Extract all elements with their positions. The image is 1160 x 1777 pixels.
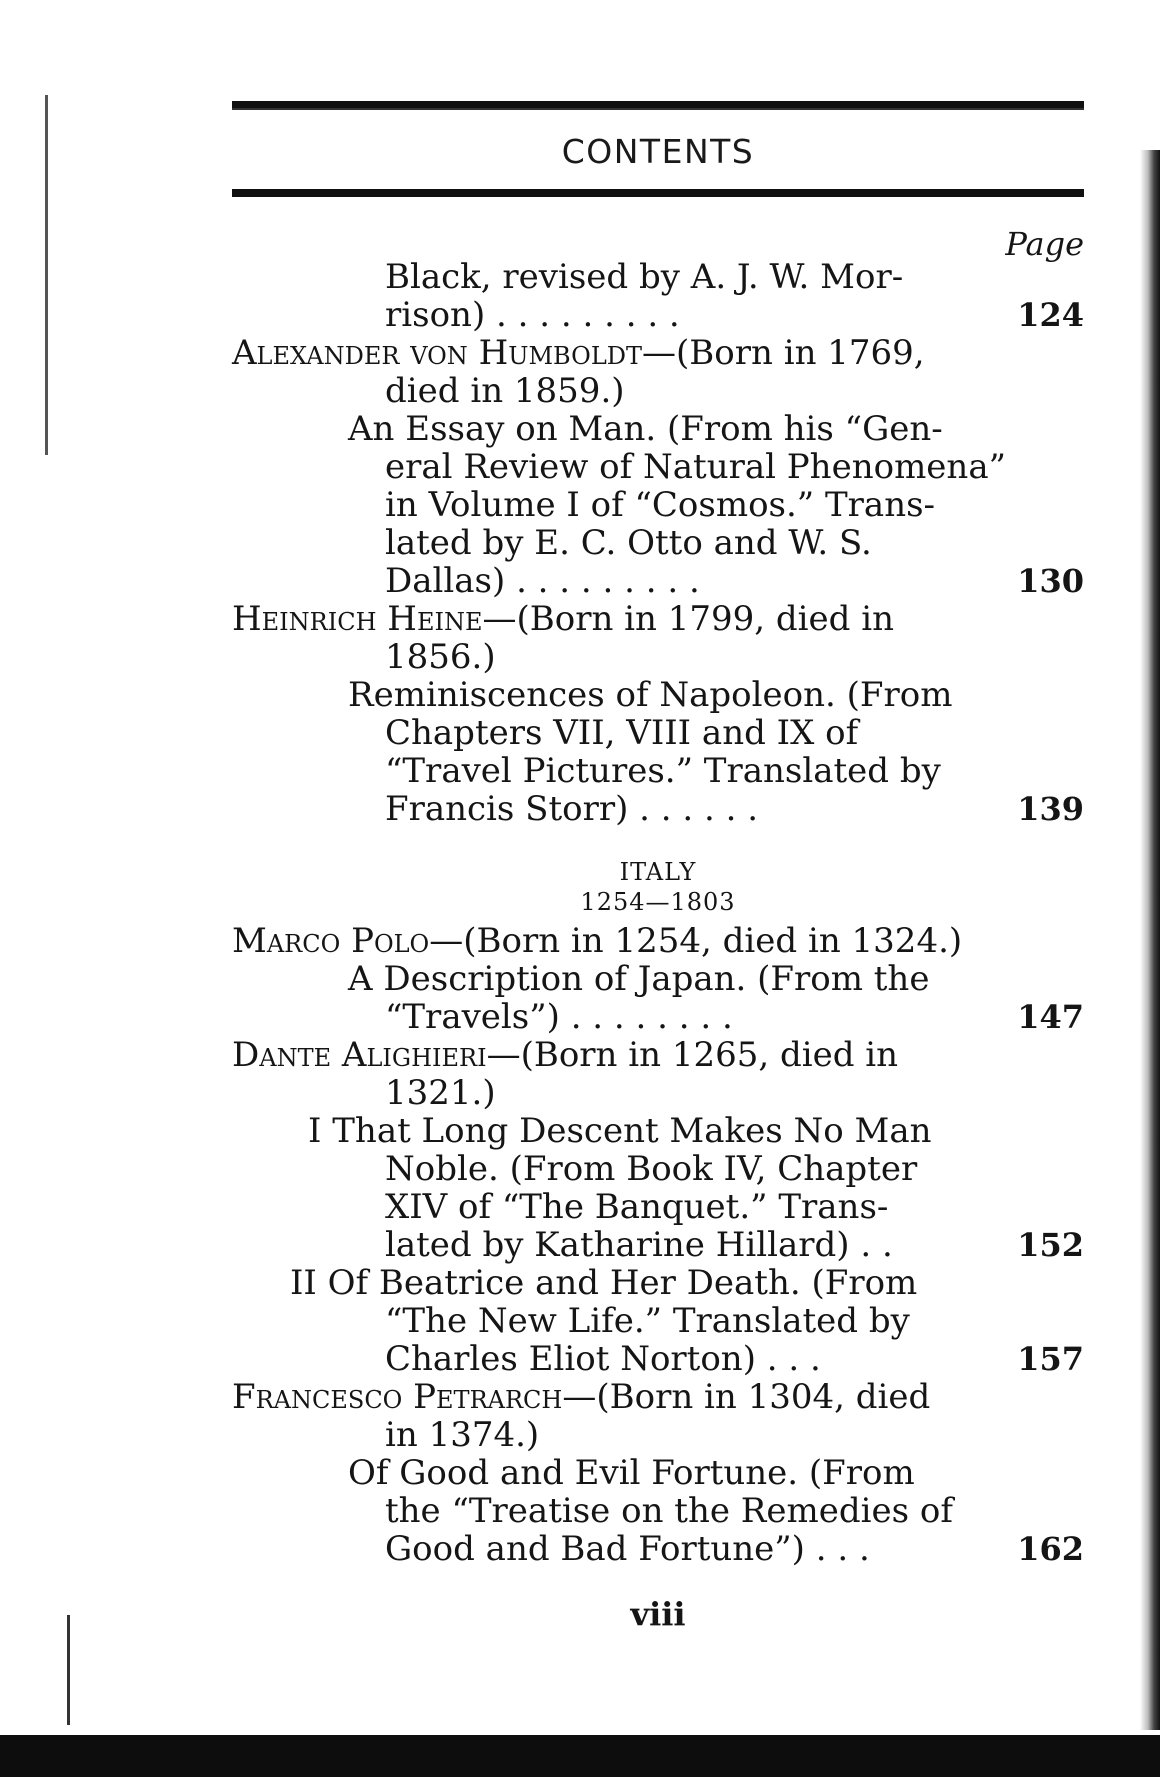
page-number: 147 — [1017, 998, 1084, 1036]
toc-line: Charles Eliot Norton) . . . — [385, 1339, 821, 1379]
page-number: 162 — [1017, 1530, 1084, 1568]
section-heading: ITALY — [619, 858, 697, 886]
scan-edge-right — [1140, 150, 1160, 1730]
author-name: Heinrich Heine — [232, 599, 483, 639]
toc-line: “The New Life.” Translated by — [385, 1301, 910, 1341]
scan-edge-left-lower — [67, 1615, 70, 1725]
toc-line: Chapters VII, VIII and IX of — [385, 713, 859, 753]
toc-line: A Description of Japan. (From the — [348, 959, 930, 999]
toc-line: Dallas) . . . . . . . . . — [385, 561, 700, 601]
header-rule-bottom — [232, 189, 1084, 197]
author-line — [232, 334, 925, 372]
header-rule-top — [232, 101, 1084, 108]
author-line — [232, 1378, 930, 1416]
page-number: 157 — [1017, 1340, 1084, 1378]
page-column-label: Page — [1005, 225, 1084, 263]
toc-line: eral Review of Natural Phenomena” — [385, 447, 1006, 487]
page-title: CONTENTS — [561, 132, 755, 171]
page-number: 139 — [1017, 790, 1084, 828]
toc-line: Black, revised by A. J. W. Mor- — [385, 257, 904, 297]
page-folio: viii — [630, 1595, 686, 1633]
author-name: Francesco Petrarch — [232, 1377, 563, 1417]
scan-edge-left — [45, 95, 48, 455]
toc-line: XIV of “The Banquet.” Trans- — [385, 1187, 889, 1227]
toc-line: Noble. (From Book IV, Chapter — [385, 1149, 918, 1189]
toc-line: the “Treatise on the Remedies of — [385, 1491, 953, 1531]
toc-line: An Essay on Man. (From his “Gen- — [348, 409, 943, 449]
toc-line: Good and Bad Fortune”) . . . — [385, 1529, 870, 1569]
toc-line: lated by Katharine Hillard) . . — [385, 1225, 893, 1265]
page-number: 152 — [1017, 1226, 1084, 1264]
author-name: Dante Alighieri — [232, 1035, 487, 1075]
toc-line: 1321.) — [385, 1073, 496, 1113]
author-dates: —(Born in 1769, — [642, 333, 925, 373]
author-dates: —(Born in 1799, died in — [482, 599, 894, 639]
author-dates: —(Born in 1304, died — [562, 1377, 931, 1417]
toc-line: Of Good and Evil Fortune. (From — [348, 1453, 915, 1493]
toc-line: 1856.) — [385, 637, 496, 677]
toc-line: died in 1859.) — [385, 371, 625, 411]
page-number: 124 — [1017, 296, 1084, 334]
toc-line: Francis Storr) . . . . . . — [385, 789, 759, 829]
author-line — [232, 1036, 898, 1074]
toc-line: in 1374.) — [385, 1415, 540, 1455]
author-line — [232, 600, 894, 638]
scan-bottom-shadow — [0, 1735, 1160, 1777]
page-number: 130 — [1017, 562, 1084, 600]
toc-line: “Travels”) . . . . . . . . — [385, 997, 733, 1037]
author-name: Marco Polo — [232, 921, 430, 961]
author-name: Alexander von Humboldt — [232, 333, 643, 373]
author-line — [232, 922, 962, 960]
toc-line: Reminiscences of Napoleon. (From — [348, 675, 953, 715]
toc-line: lated by E. C. Otto and W. S. — [385, 523, 872, 563]
toc-line: in Volume I of “Cosmos.” Trans- — [385, 485, 936, 525]
author-dates: —(Born in 1254, died in 1324.) — [429, 921, 963, 961]
section-years: 1254—1803 — [580, 888, 736, 916]
toc-line: II Of Beatrice and Her Death. (From — [290, 1263, 918, 1303]
author-dates: —(Born in 1265, died in — [486, 1035, 899, 1075]
toc-line: I That Long Descent Makes No Man — [308, 1111, 932, 1151]
header-rule-top-thin — [232, 108, 1084, 110]
toc-line: “Travel Pictures.” Translated by — [385, 751, 941, 791]
toc-line: rison) . . . . . . . . . — [385, 295, 680, 335]
